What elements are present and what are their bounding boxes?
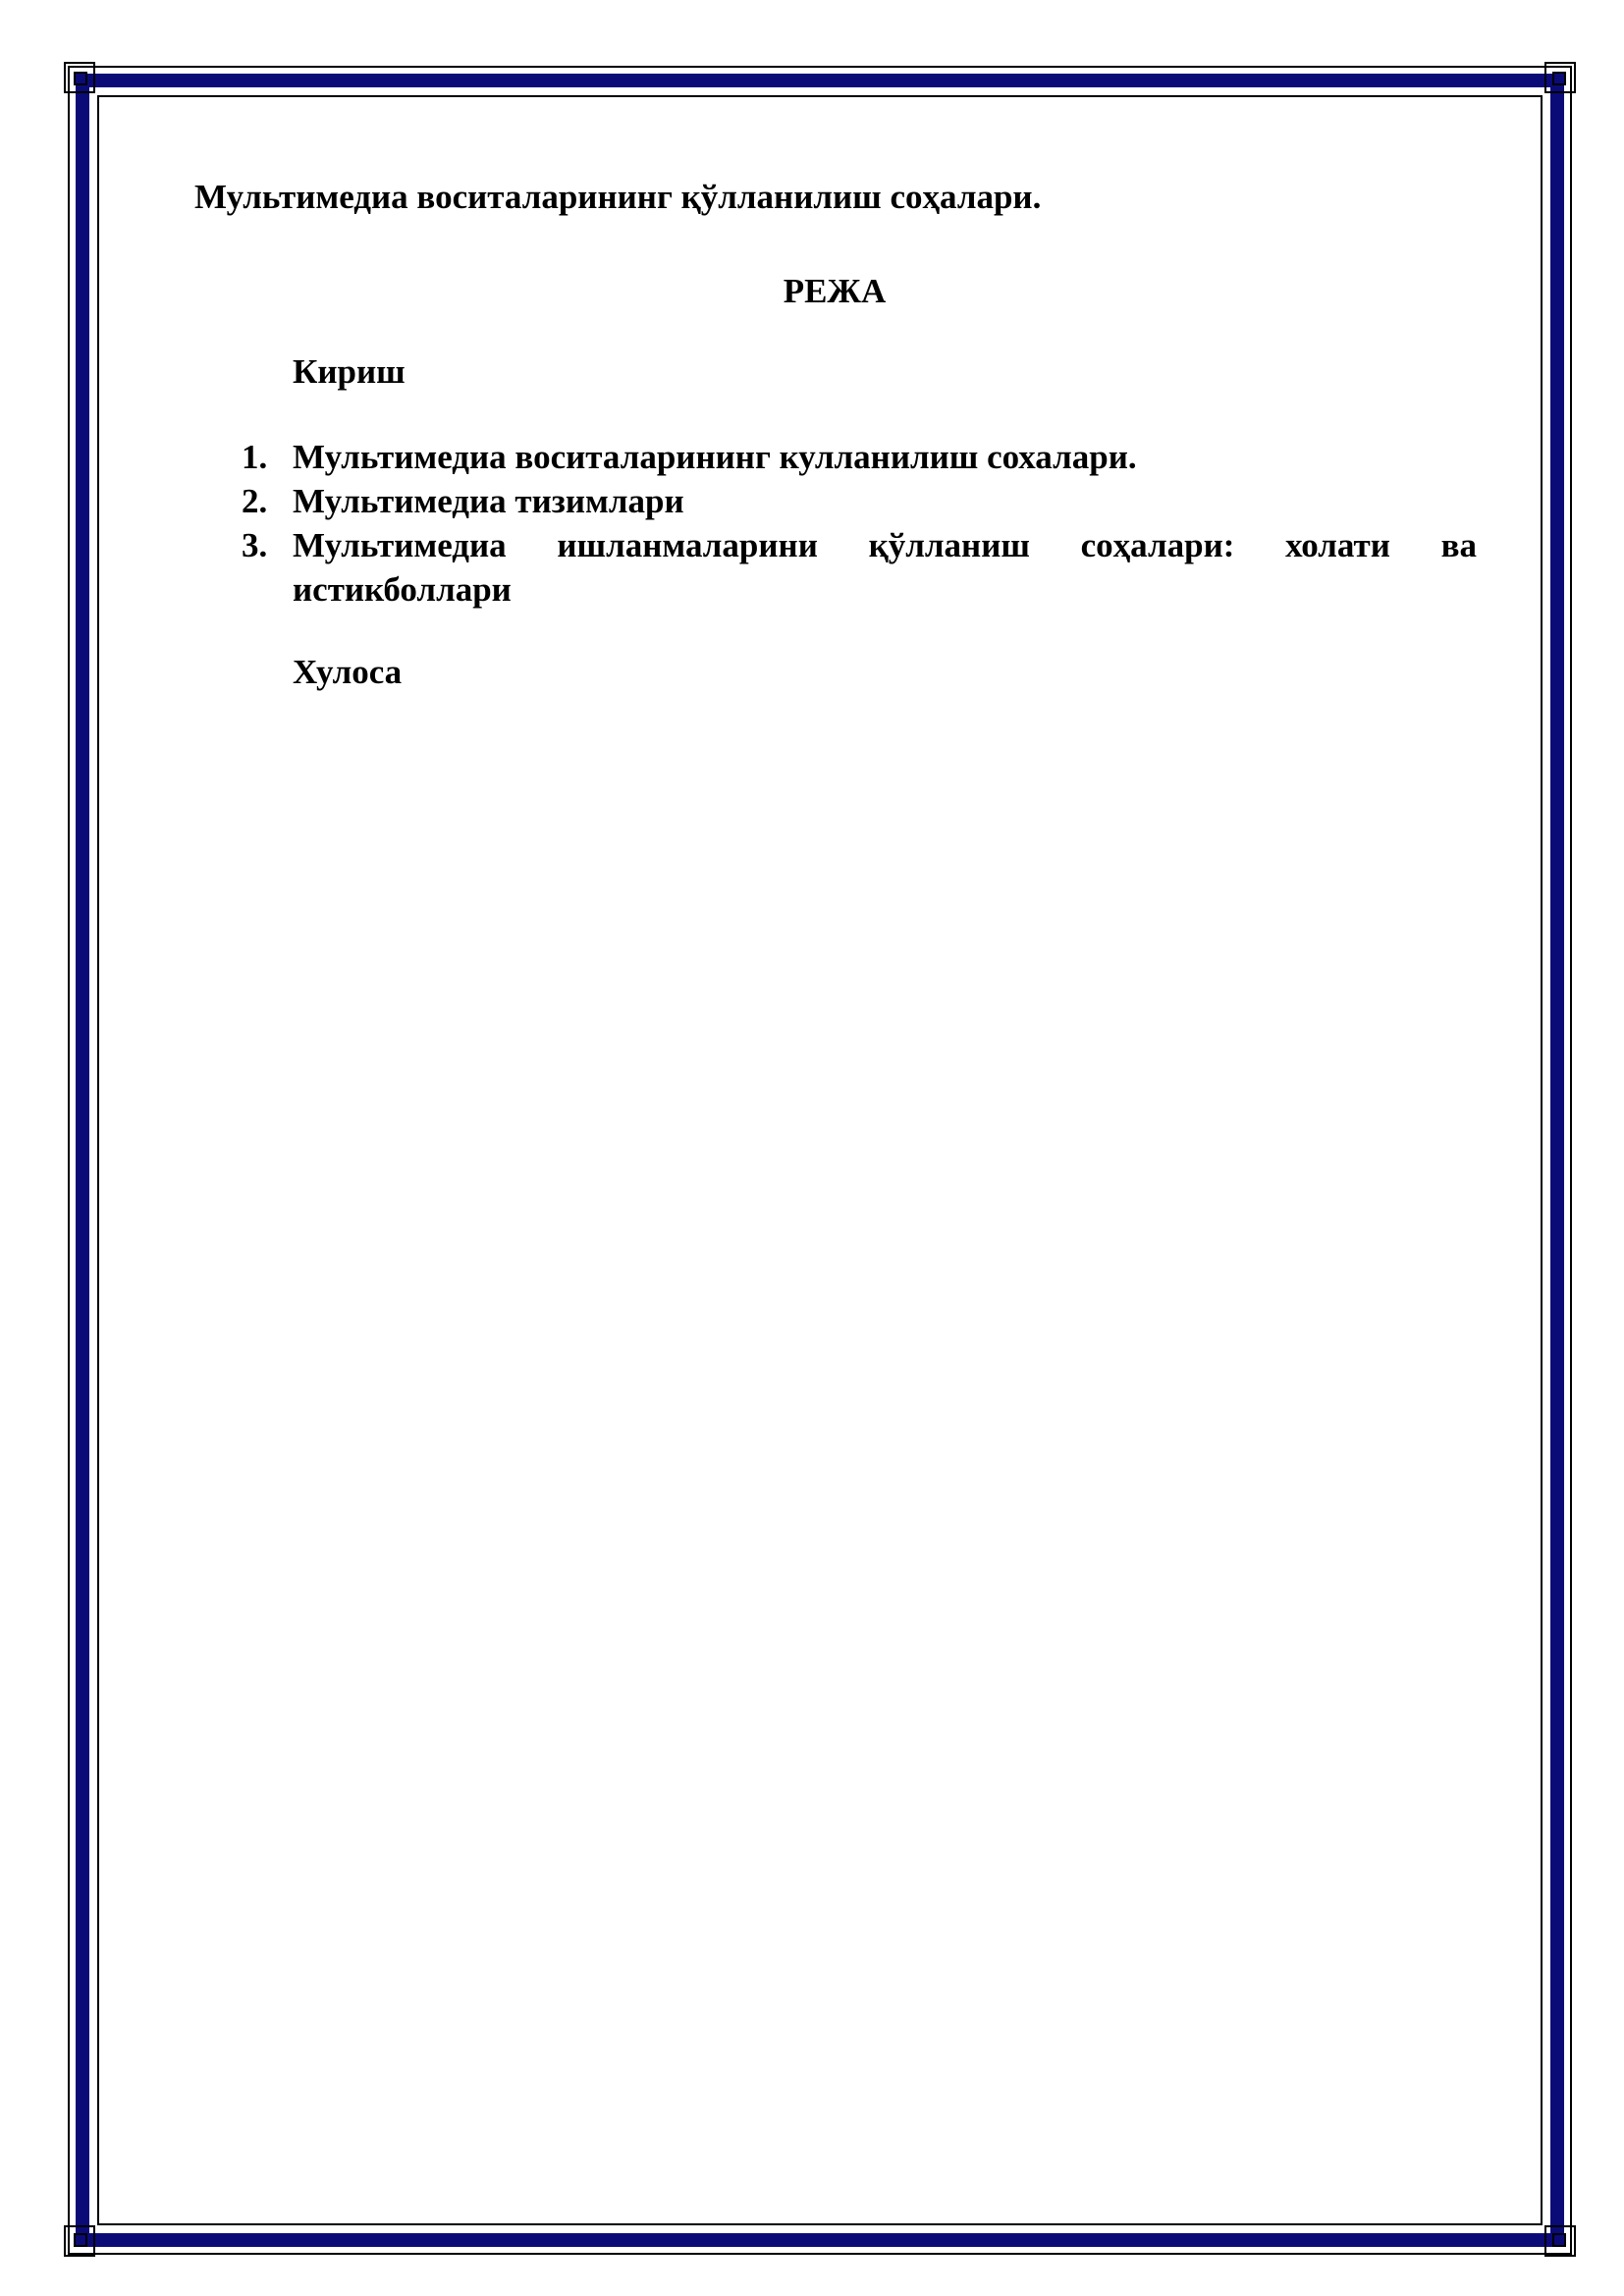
plan-list: [242, 435, 1477, 612]
plan-item-2: [242, 479, 1477, 523]
plan-heading: РЕЖА: [783, 272, 887, 310]
plan-item-text: Мультимедиа воситаларининг кулланилиш сохалари.: [293, 438, 1137, 476]
plan-item-number: 1.: [242, 438, 268, 476]
introduction-label: Кириш: [293, 352, 406, 391]
plan-item-text: Мультимедиа тизимлари: [293, 482, 684, 520]
plan-item-number: 2.: [242, 482, 268, 520]
document-title: Мультимедиа воситаларининг қўлланилиш соҳалари.: [194, 178, 1042, 216]
conclusion-label: Хулоса: [293, 653, 403, 691]
plan-item-text: Мультимедиа ишланмаларини қўлланиш соҳалари: холати ва истикболлари: [293, 526, 1477, 609]
plan-item-number: 3.: [242, 526, 268, 564]
plan-item-3: [242, 523, 1477, 612]
plan-item-1: [242, 435, 1477, 479]
